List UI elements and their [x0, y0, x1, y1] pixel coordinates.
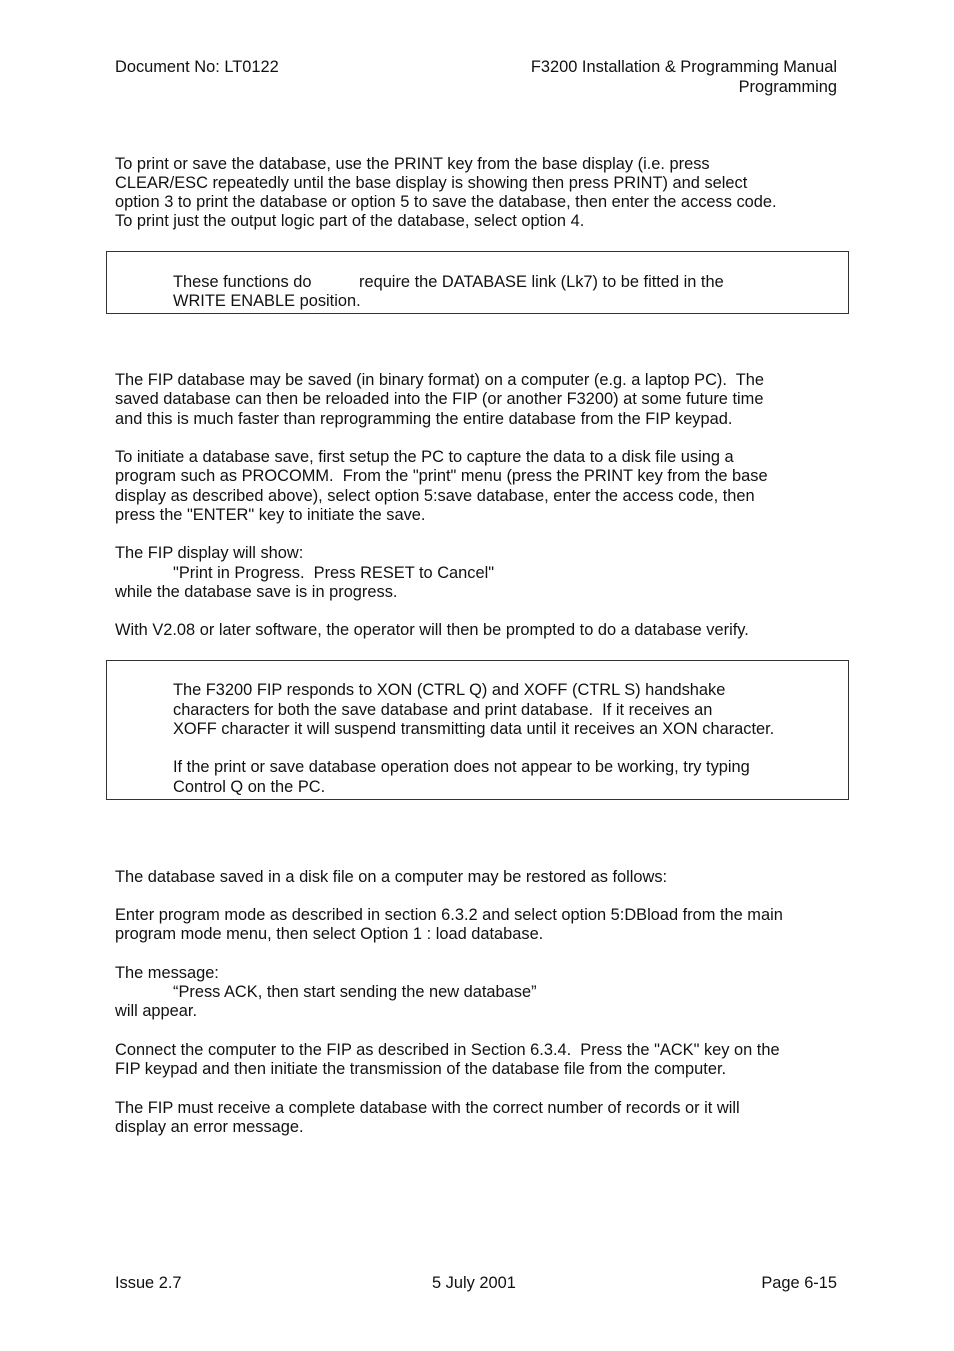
text-line: display as described above), select option 5:save database, enter the access code, then	[115, 487, 755, 505]
text-line: option 3 to print the database or option 5 to save the database, then enter the access code.	[115, 193, 777, 211]
issue-date: 5 July 2001	[432, 1274, 516, 1292]
text-line: will appear.	[115, 1002, 198, 1020]
text-line: Enter program mode as described in section 6.3.2 and select option 5:DBload from the main	[115, 906, 783, 924]
text-line: The FIP display will show:	[115, 544, 304, 562]
restore-intro: The database saved in a disk file on a computer may be restored as follows:	[115, 868, 668, 886]
note-text: Control Q on the PC.	[173, 778, 326, 796]
text-line: Connect the computer to the FIP as described in Section 6.3.4. Press the "ACK" key on the	[115, 1041, 780, 1059]
text-line: program mode menu, then select Option 1 : load database.	[115, 925, 544, 943]
document-number: Document No: LT0122	[115, 58, 279, 76]
text-line: display an error message.	[115, 1118, 304, 1136]
note-text: WRITE ENABLE position.	[173, 292, 361, 310]
note-text: characters for both the save database and print database. If it receives an	[173, 701, 713, 719]
text-line: To print just the output logic part of the database, select option 4.	[115, 212, 585, 230]
text-line: FIP keypad and then initiate the transmission of the database file from the computer.	[115, 1060, 727, 1078]
text-line: To print or save the database, use the PRINT key from the base display (i.e. press	[115, 155, 710, 173]
text-line: saved database can then be reloaded into the FIP (or another F3200) at some future time	[115, 390, 764, 408]
page-number: Page 6-15	[761, 1274, 837, 1292]
note-text: XOFF character it will suspend transmitting data until it receives an XON character.	[173, 720, 775, 738]
text-line: CLEAR/ESC repeatedly until the base display is showing then press PRINT) and select	[115, 174, 748, 192]
text-line: The message:	[115, 964, 219, 982]
text-line: while the database save is in progress.	[115, 583, 398, 601]
text-line: The FIP must receive a complete database with the correct number of records or it will	[115, 1099, 740, 1117]
display-message: "Print in Progress. Press RESET to Cancel"	[173, 564, 495, 582]
text-line: program such as PROCOMM. From the "print" menu (press the PRINT key from the base	[115, 467, 768, 485]
display-message: “Press ACK, then start sending the new database”	[173, 983, 537, 1001]
section-title: Programming	[738, 78, 837, 96]
manual-title: F3200 Installation & Programming Manual	[530, 58, 837, 76]
text-line: To initiate a database save, first setup the PC to capture the data to a disk file using a	[115, 448, 734, 466]
verify-note: With V2.08 or later software, the operator will then be prompted to do a database verify.	[115, 621, 749, 639]
issue-number: Issue 2.7	[115, 1274, 182, 1292]
note-text: These functions do	[173, 273, 312, 291]
text-line: press the "ENTER" key to initiate the save.	[115, 506, 426, 524]
text-line: and this is much faster than reprogramming the entire database from the FIP keypad.	[115, 410, 733, 428]
note-text: The F3200 FIP responds to XON (CTRL Q) and XOFF (CTRL S) handshake	[173, 681, 726, 699]
note-text: require the DATABASE link (Lk7) to be fitted in the	[359, 273, 724, 291]
text-line: The FIP database may be saved (in binary format) on a computer (e.g. a laptop PC). The	[115, 371, 764, 389]
note-text: If the print or save database operation does not appear to be working, try typing	[173, 758, 750, 776]
